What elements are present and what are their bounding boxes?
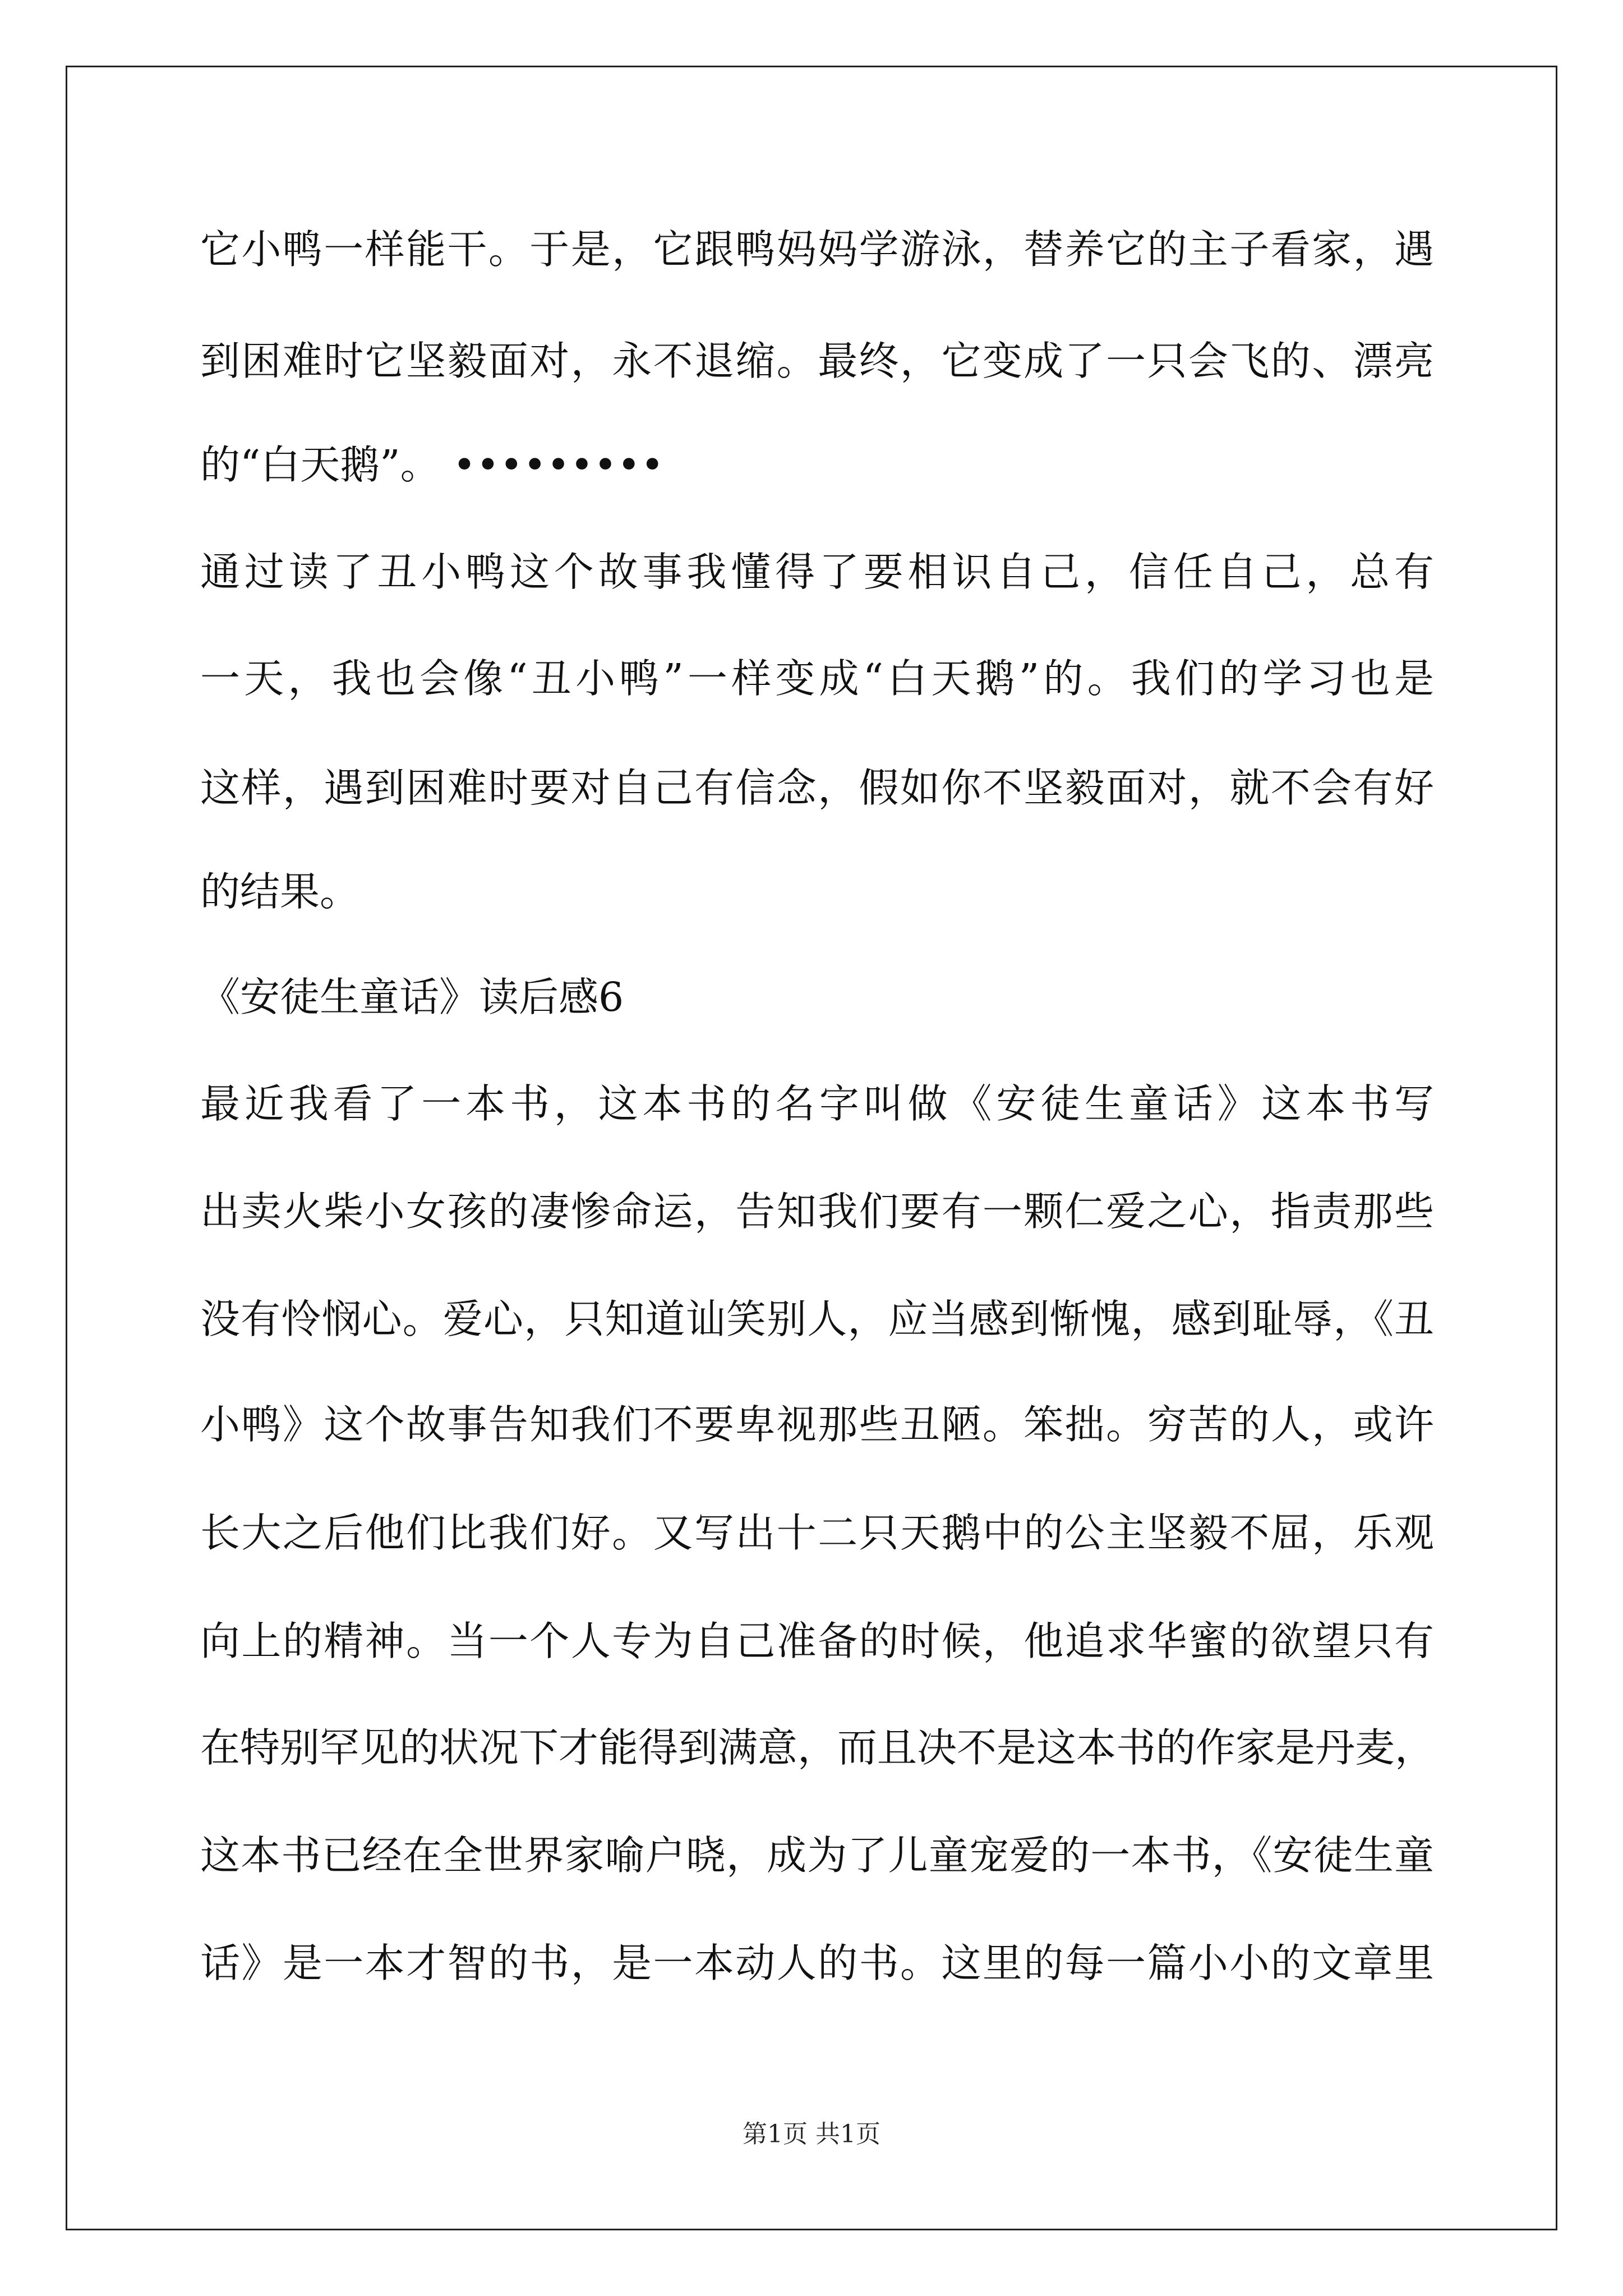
text-line: 的“白天鹅”。 ••••••••• (200, 441, 665, 488)
text-line: 向上的精神。当一个人专为自己准备的时候，他追求华蜜的欲望只有 (200, 1618, 1434, 1664)
text-line: 长大之后他们比我们好。又写出十二只天鹅中的公主坚毅不屈，乐观 (200, 1510, 1434, 1556)
text-line: 这样，遇到困难时要对自己有信念，假如你不坚毅面对，就不会有好 (200, 765, 1434, 811)
text-line: 出卖火柴小女孩的凄惨命运，告知我们要有一颗仁爱之心，指责那些 (200, 1188, 1434, 1235)
page-frame (66, 66, 1557, 2230)
text-line: 最近我看了一本书，这本书的名字叫做《安徒生童话》这本书写 (200, 1080, 1434, 1127)
text-line: 一天，我也会像“丑小鸭”一样变成“白天鹅”的。我们的学习也是 (200, 655, 1434, 702)
text-line: 没有怜悯心。爱心，只知道讪笑别人，应当感到惭愧，感到耻辱，《丑 (200, 1296, 1434, 1342)
section-heading: 《安徒生童话》读后感6 (200, 974, 624, 1020)
text-line: 话》是一本才智的书，是一本动人的书。这里的每一篇小小的文章里 (200, 1940, 1434, 1986)
text-line: 通过读了丑小鸭这个故事我懂得了要相识自己，信任自己，总有 (200, 549, 1434, 595)
text-line: 小鸭》这个故事告知我们不要卑视那些丑陋。笨拙。穷苦的人，或许 (200, 1401, 1434, 1448)
text-line: 的结果。 (200, 868, 360, 915)
text-line: 它小鸭一样能干。于是，它跟鸭妈妈学游泳，替养它的主子看家，遇 (200, 226, 1434, 273)
text-line: 到困难时它坚毅面对，永不退缩。最终，它变成了一只会飞的、漂亮 (200, 338, 1434, 384)
text-line: 这本书已经在全世界家喻户晓，成为了儿童宠爱的一本书，《安徒生童 (200, 1832, 1434, 1879)
text-line: 在特别罕见的状况下才能得到满意，而且决不是这本书的作家是丹麦， (200, 1724, 1435, 1771)
page-footer: 第1页 共1页 (743, 2120, 880, 2148)
